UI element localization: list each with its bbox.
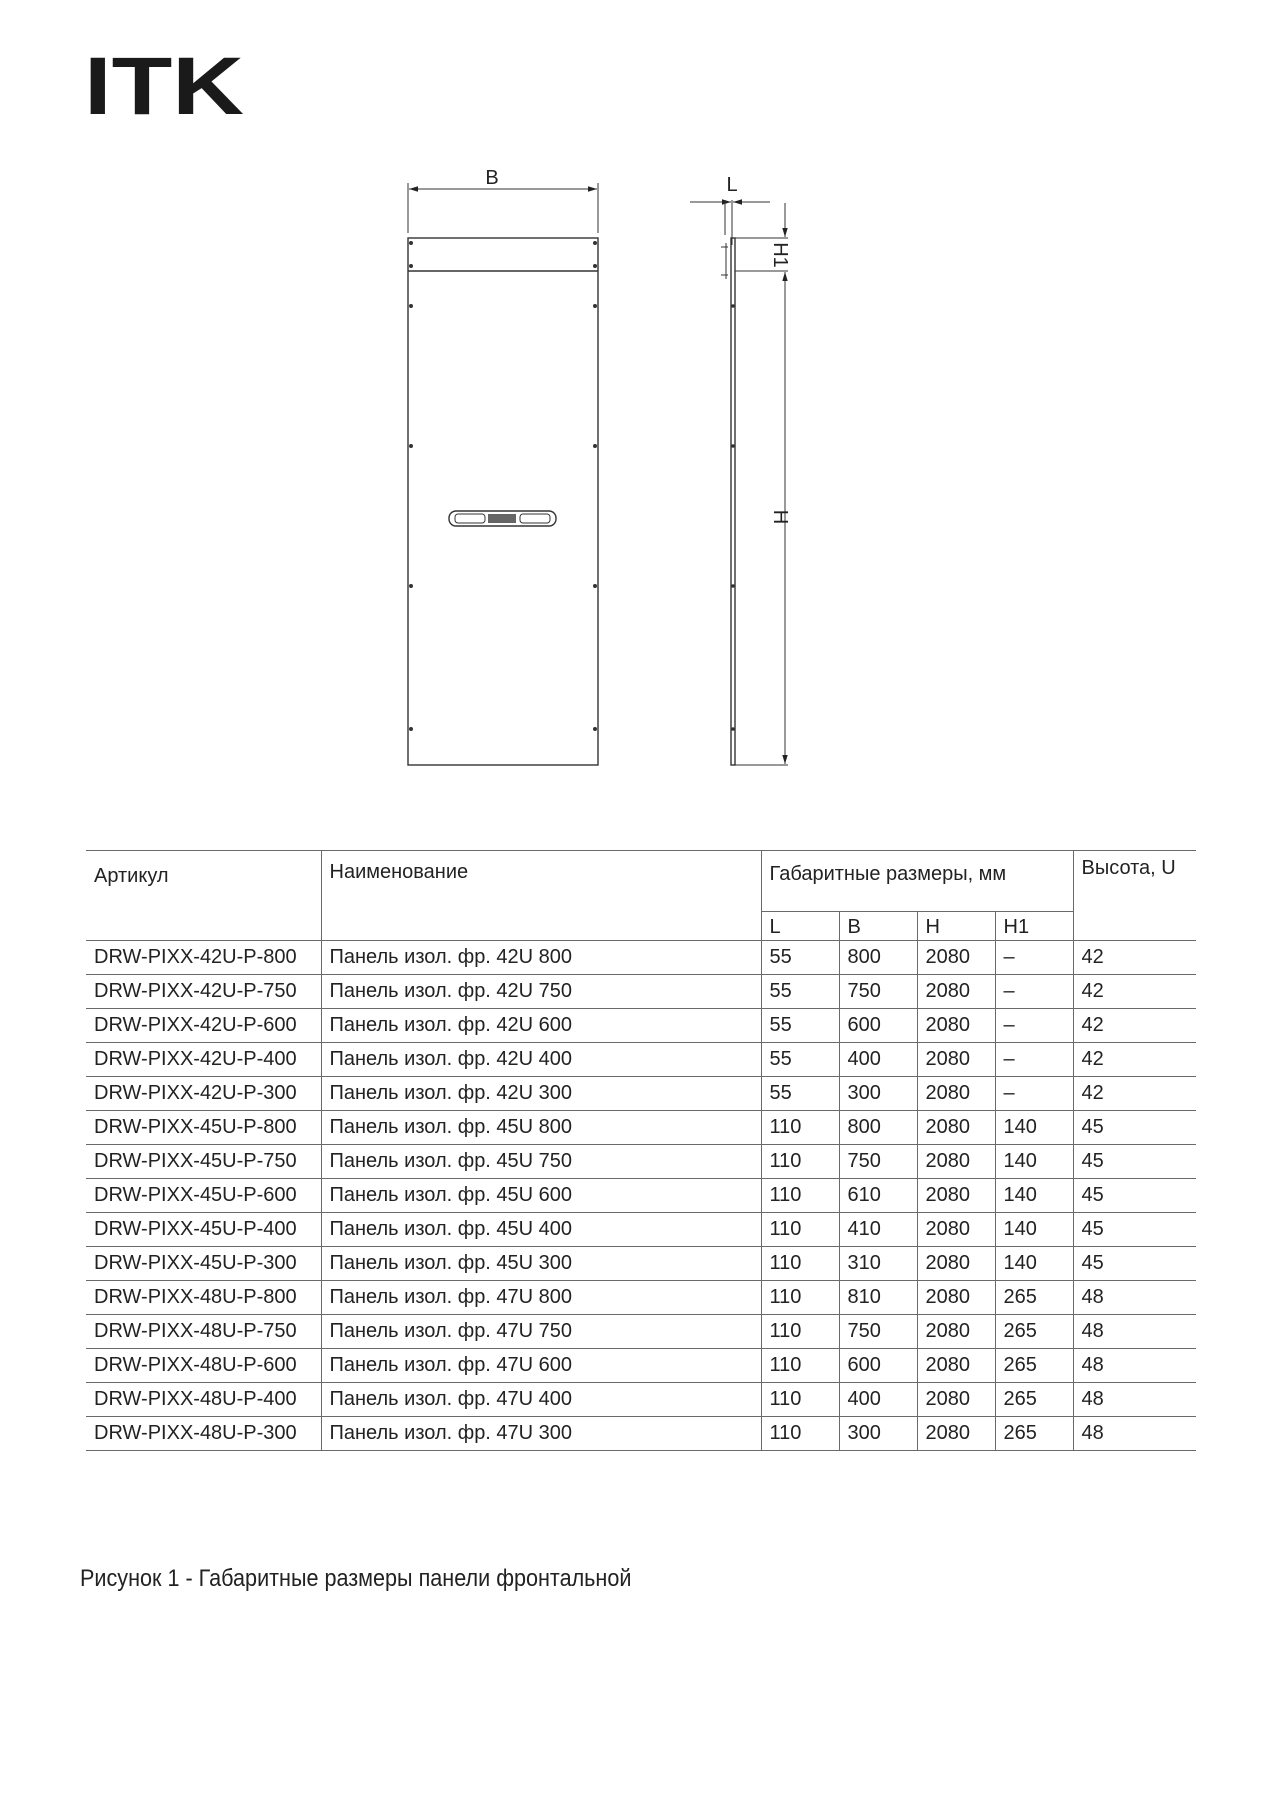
cell-l: 110 <box>761 1111 839 1145</box>
cell-h: 2080 <box>917 1145 995 1179</box>
side-profile <box>731 238 735 765</box>
header-h: H <box>917 912 995 941</box>
cell-name: Панель изол. фр. 42U 750 <box>321 975 761 1009</box>
cell-b: 600 <box>839 1009 917 1043</box>
cell-u: 48 <box>1073 1417 1196 1451</box>
cell-u: 42 <box>1073 1043 1196 1077</box>
header-l: L <box>761 912 839 941</box>
cell-h1: 265 <box>995 1383 1073 1417</box>
cell-article: DRW-PIXX-45U-P-300 <box>86 1247 321 1281</box>
table-row <box>86 1315 1196 1349</box>
cell-u: 48 <box>1073 1349 1196 1383</box>
table-row <box>86 1281 1196 1315</box>
table-row <box>86 1179 1196 1213</box>
cell-b: 800 <box>839 941 917 975</box>
table-row <box>86 1145 1196 1179</box>
panel-outline <box>408 238 598 765</box>
cell-u: 42 <box>1073 975 1196 1009</box>
cell-h: 2080 <box>917 1009 995 1043</box>
cell-h1: – <box>995 941 1073 975</box>
cell-article: DRW-PIXX-42U-P-800 <box>86 941 321 975</box>
cell-l: 55 <box>761 941 839 975</box>
cell-u: 42 <box>1073 1077 1196 1111</box>
cell-l: 110 <box>761 1145 839 1179</box>
cell-b: 300 <box>839 1417 917 1451</box>
cell-article: DRW-PIXX-45U-P-750 <box>86 1145 321 1179</box>
cell-article: DRW-PIXX-45U-P-800 <box>86 1111 321 1145</box>
cell-u: 48 <box>1073 1383 1196 1417</box>
cell-b: 800 <box>839 1111 917 1145</box>
cell-h1: 140 <box>995 1145 1073 1179</box>
cell-l: 110 <box>761 1417 839 1451</box>
cell-name: Панель изол. фр. 45U 800 <box>321 1111 761 1145</box>
cell-l: 110 <box>761 1281 839 1315</box>
cell-l: 55 <box>761 1077 839 1111</box>
cell-name: Панель изол. фр. 42U 600 <box>321 1009 761 1043</box>
cell-h: 2080 <box>917 1349 995 1383</box>
panel-drawing <box>390 165 830 790</box>
cell-article: DRW-PIXX-48U-P-400 <box>86 1383 321 1417</box>
table-row <box>86 1383 1196 1417</box>
cell-l: 110 <box>761 1315 839 1349</box>
cell-h1: 140 <box>995 1213 1073 1247</box>
cell-h1: 265 <box>995 1281 1073 1315</box>
cell-l: 55 <box>761 1043 839 1077</box>
cell-h: 2080 <box>917 1213 995 1247</box>
cell-b: 410 <box>839 1213 917 1247</box>
cell-name: Панель изол. фр. 45U 400 <box>321 1213 761 1247</box>
cell-article: DRW-PIXX-48U-P-300 <box>86 1417 321 1451</box>
cell-name: Панель изол. фр. 42U 800 <box>321 941 761 975</box>
cell-h1: 265 <box>995 1417 1073 1451</box>
dimensions-table-wrap <box>86 850 1196 1451</box>
header-name: Наименование <box>321 851 761 941</box>
cell-h1: – <box>995 975 1073 1009</box>
cell-b: 600 <box>839 1349 917 1383</box>
cell-h1: – <box>995 1077 1073 1111</box>
cell-h: 2080 <box>917 1417 995 1451</box>
cell-l: 110 <box>761 1179 839 1213</box>
cell-h: 2080 <box>917 1247 995 1281</box>
cell-u: 45 <box>1073 1145 1196 1179</box>
cell-h: 2080 <box>917 1077 995 1111</box>
cell-name: Панель изол. фр. 45U 600 <box>321 1179 761 1213</box>
cell-h: 2080 <box>917 941 995 975</box>
cell-u: 45 <box>1073 1247 1196 1281</box>
itk-logo <box>84 52 244 118</box>
table-row <box>86 1417 1196 1451</box>
cell-l: 110 <box>761 1247 839 1281</box>
cell-u: 45 <box>1073 1111 1196 1145</box>
dimension-l-label: L <box>726 174 738 196</box>
side-view <box>690 200 788 765</box>
cell-name: Панель изол. фр. 47U 800 <box>321 1281 761 1315</box>
cell-h: 2080 <box>917 1043 995 1077</box>
table-row <box>86 1077 1196 1111</box>
cell-name: Панель изол. фр. 47U 400 <box>321 1383 761 1417</box>
cell-l: 110 <box>761 1383 839 1417</box>
header-height: Высота, U <box>1073 851 1196 941</box>
cell-b: 810 <box>839 1281 917 1315</box>
front-view <box>408 183 598 765</box>
cell-b: 610 <box>839 1179 917 1213</box>
table-row <box>86 1349 1196 1383</box>
cell-name: Панель изол. фр. 47U 600 <box>321 1349 761 1383</box>
cell-h: 2080 <box>917 1383 995 1417</box>
cell-article: DRW-PIXX-45U-P-600 <box>86 1179 321 1213</box>
table-row <box>86 975 1196 1009</box>
cell-h1: 265 <box>995 1349 1073 1383</box>
cell-article: DRW-PIXX-42U-P-750 <box>86 975 321 1009</box>
panel-screws <box>409 241 597 731</box>
figure-caption: Рисунок 1 - Габаритные размеры панели фронтальной <box>80 1565 632 1592</box>
cell-article: DRW-PIXX-48U-P-600 <box>86 1349 321 1383</box>
dimension-b-label: B <box>485 167 499 189</box>
cell-l: 55 <box>761 975 839 1009</box>
dimensions-table <box>86 850 1196 1451</box>
dimension-h-label: H <box>769 509 791 525</box>
table-body <box>86 941 1196 1451</box>
cell-l: 55 <box>761 1009 839 1043</box>
cell-u: 42 <box>1073 941 1196 975</box>
cell-b: 300 <box>839 1077 917 1111</box>
cell-h: 2080 <box>917 1315 995 1349</box>
table-row <box>86 1043 1196 1077</box>
cell-h1: 140 <box>995 1111 1073 1145</box>
cell-name: Панель изол. фр. 42U 300 <box>321 1077 761 1111</box>
table-row <box>86 941 1196 975</box>
table-row <box>86 1247 1196 1281</box>
cell-article: DRW-PIXX-42U-P-300 <box>86 1077 321 1111</box>
table-row <box>86 1111 1196 1145</box>
cell-b: 310 <box>839 1247 917 1281</box>
cell-h1: 265 <box>995 1315 1073 1349</box>
cell-h1: 140 <box>995 1179 1073 1213</box>
cell-article: DRW-PIXX-42U-P-400 <box>86 1043 321 1077</box>
cell-b: 750 <box>839 1145 917 1179</box>
cell-h1: – <box>995 1009 1073 1043</box>
dimension-h1-label: H1 <box>769 242 791 268</box>
cell-u: 45 <box>1073 1179 1196 1213</box>
table-row <box>86 1213 1196 1247</box>
cell-u: 45 <box>1073 1213 1196 1247</box>
cell-name: Панель изол. фр. 47U 300 <box>321 1417 761 1451</box>
header-b: B <box>839 912 917 941</box>
cell-name: Панель изол. фр. 42U 400 <box>321 1043 761 1077</box>
cell-b: 400 <box>839 1383 917 1417</box>
cell-h: 2080 <box>917 1281 995 1315</box>
cell-h: 2080 <box>917 1111 995 1145</box>
cell-h1: 140 <box>995 1247 1073 1281</box>
cell-h: 2080 <box>917 1179 995 1213</box>
cell-l: 110 <box>761 1213 839 1247</box>
header-dimensions: Габаритные размеры, мм <box>761 851 1073 912</box>
cell-article: DRW-PIXX-48U-P-800 <box>86 1281 321 1315</box>
cell-name: Панель изол. фр. 47U 750 <box>321 1315 761 1349</box>
cell-l: 110 <box>761 1349 839 1383</box>
cell-article: DRW-PIXX-45U-P-400 <box>86 1213 321 1247</box>
cell-b: 400 <box>839 1043 917 1077</box>
cell-u: 48 <box>1073 1281 1196 1315</box>
cell-name: Панель изол. фр. 45U 750 <box>321 1145 761 1179</box>
table-row <box>86 1009 1196 1043</box>
header-h1: H1 <box>995 912 1073 941</box>
cell-b: 750 <box>839 975 917 1009</box>
cell-h: 2080 <box>917 975 995 1009</box>
header-article: Артикул <box>86 851 321 941</box>
cell-h1: – <box>995 1043 1073 1077</box>
cell-article: DRW-PIXX-42U-P-600 <box>86 1009 321 1043</box>
logo-text: ITK <box>84 52 244 118</box>
cell-u: 48 <box>1073 1315 1196 1349</box>
cell-article: DRW-PIXX-48U-P-750 <box>86 1315 321 1349</box>
cell-b: 750 <box>839 1315 917 1349</box>
cell-u: 42 <box>1073 1009 1196 1043</box>
cell-name: Панель изол. фр. 45U 300 <box>321 1247 761 1281</box>
